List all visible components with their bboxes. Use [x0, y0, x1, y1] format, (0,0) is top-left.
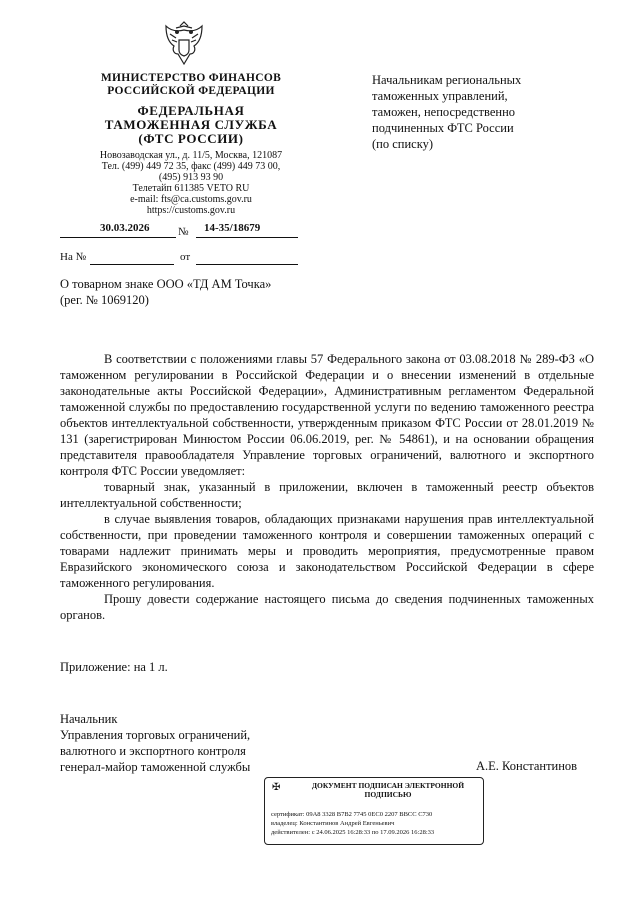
recipient-line-1: Начальникам региональных: [372, 73, 522, 87]
service-line-2: ТАМОЖЕННАЯ СЛУЖБА: [104, 117, 278, 132]
signer-title-line-1: Начальник: [60, 712, 118, 726]
stamp-title: ДОКУМЕНТ ПОДПИСАН ЭЛЕКТРОННОЙ ПОДПИСЬЮ: [311, 781, 465, 799]
registration-date: 30.03.2026: [100, 222, 150, 234]
registration-line: [0, 222, 320, 242]
recipient-line-2: таможенных управлений,: [372, 89, 508, 103]
body-paragraph-2: товарный знак, указанный в приложении, включен в таможенный реестр объектов интеллектуальной собственности;: [60, 480, 594, 510]
recipient-block: [372, 72, 602, 152]
date-underline: [60, 237, 176, 238]
website[interactable]: https://customs.gov.ru: [146, 205, 236, 216]
phone-line-1: Тел. (499) 449 72 35, факс (499) 449 73 00,: [101, 161, 281, 172]
body-paragraph-3: в случае выявления товаров, обладающих признаками нарушения прав интеллектуальной собственности, при проведении таможенного контроля и совершении таможенных операций с товарами надлежит принимать меры и проводить мероприятия, предусмотренные правом Евразийского экономического союза и законодательством Российской Федерации в сфере таможенного регулирования.: [60, 512, 594, 590]
service-line-3: (ФТС РОССИИ): [138, 131, 244, 146]
subject-line-2: (рег. № 1069120): [60, 293, 149, 307]
letter-body: [60, 351, 594, 623]
recipient-line-5: (по списку): [372, 137, 434, 151]
body-paragraph-4: Прошу довести содержание настоящего письма до сведения подчиненных таможенных органов.: [60, 592, 594, 622]
service-line-1: ФЕДЕРАЛЬНАЯ: [137, 103, 245, 118]
ref-date-underline: [196, 264, 298, 265]
body-paragraph-1: В соответствии с положениями главы 57 Федерального закона от 03.08.2018 № 289-ФЗ «О таможенном регулировании в Российской Федерации и о внесении изменений в отдельные законодательные акты Российской Федерации», Административным регламентом Федеральной таможенной службы по предоставлению государственной услуги по ведению таможенного реестра объектов интеллектуальной собственности, утвержденным приказом ФТС России от 28.01.2019 № 131 (зарегистрирован Минюстом России 06.06.2019, рег. № 54861), и на основании обращения представителя правообладателя Управление торговых ограничений, валютного и экспортного контроля ФТС России уведомляет:: [60, 352, 594, 478]
number-underline: [196, 237, 298, 238]
ref-from-label: от: [180, 251, 191, 263]
attachment-note: Приложение: на 1 л.: [60, 660, 168, 674]
ref-number-underline: [90, 264, 174, 265]
signer-title-line-2: Управления торговых ограничений,: [60, 728, 251, 742]
contacts-block: [60, 150, 322, 216]
subject: [60, 276, 340, 308]
subject-line-1: О товарном знаке ООО «ТД АМ Точка»: [60, 277, 272, 291]
recipient-line-4: подчиненных ФТС России: [372, 121, 514, 135]
russian-coat-of-arms-icon: [162, 20, 206, 68]
signer-title-line-4: генерал-майор таможенной службы: [60, 760, 251, 774]
registration-number: 14-35/18679: [204, 222, 261, 234]
stamp-owner: владелец: Константинов Андрей Евгеньевич: [271, 820, 395, 827]
ministry-name: [60, 72, 322, 98]
service-name: [60, 104, 322, 146]
email[interactable]: e-mail: fts@ca.customs.gov.ru: [130, 194, 252, 205]
stamp-certificate: сертификат: 09A8 3328 B7B2 7745 0EC0 2207 BBCC C730: [271, 811, 433, 818]
number-sign: №: [178, 226, 189, 238]
phone-line-2: (495) 913 93 90: [158, 172, 224, 183]
signature-star-icon: ✠: [272, 782, 281, 793]
recipient-line-3: таможен, непосредственно: [372, 105, 516, 119]
signature-block: [60, 711, 250, 775]
telex: Телетайп 611385 VETO RU: [132, 183, 250, 194]
ministry-line-1: МИНИСТЕРСТВО ФИНАНСОВ: [100, 72, 282, 84]
electronic-signature-stamp: [264, 777, 484, 845]
ref-number-label: На №: [60, 251, 87, 263]
ministry-line-2: РОССИЙСКОЙ ФЕДЕРАЦИИ: [107, 85, 275, 97]
stamp-validity: действителен: с 24.06.2025 16:28:33 по 17.09.2026 16:28:33: [271, 829, 435, 836]
address: Новозаводская ул., д. 11/5, Москва, 121087: [99, 150, 283, 161]
signer-title-line-3: валютного и экспортного контроля: [60, 744, 246, 758]
signer-name: А.Е. Константинов: [476, 759, 578, 773]
